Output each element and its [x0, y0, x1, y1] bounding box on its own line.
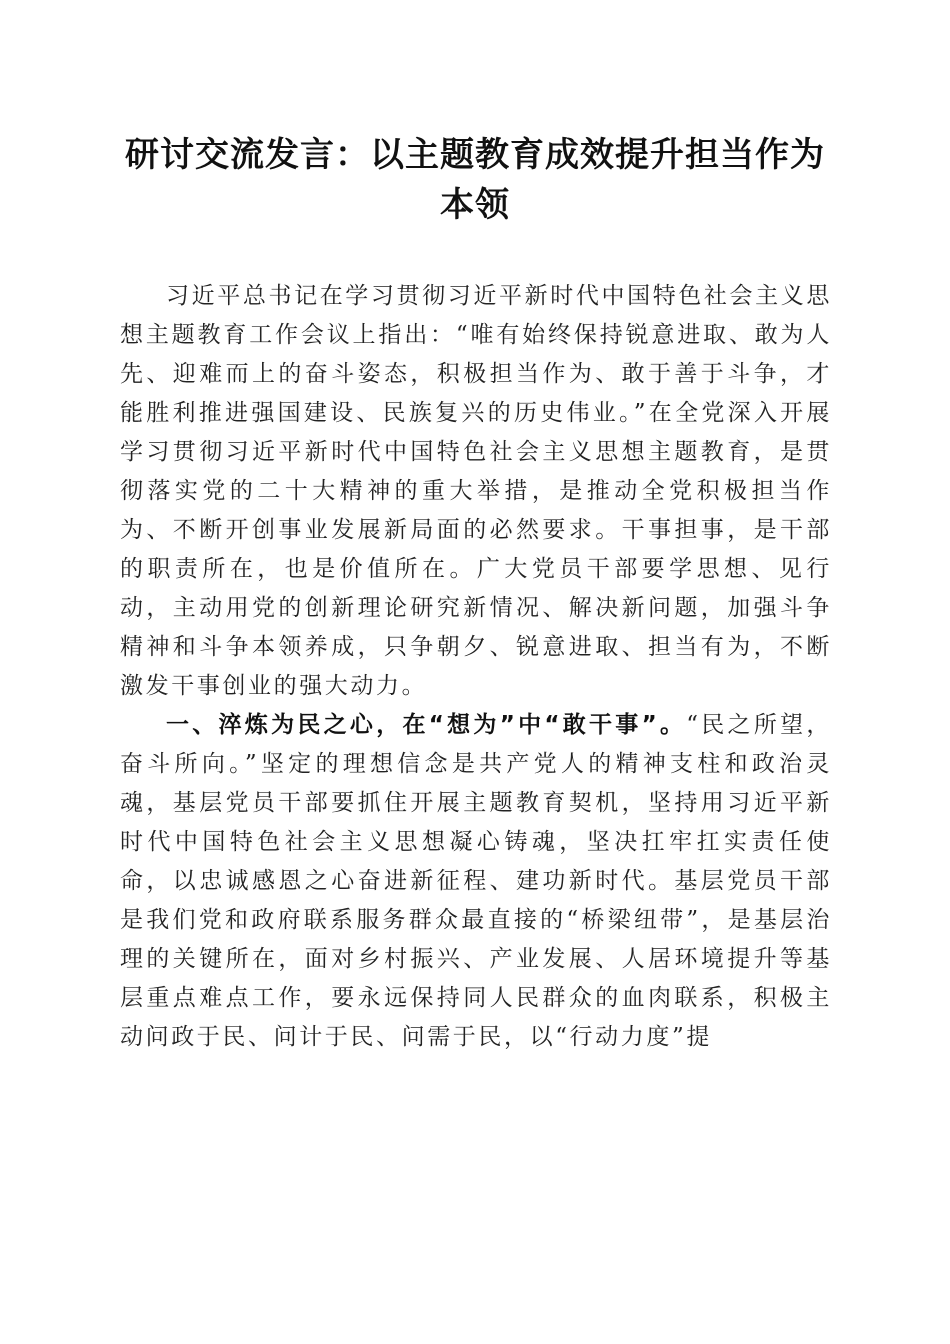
- paragraph-intro: [120, 277, 832, 706]
- document-title: 研讨交流发言：以主题教育成效提升担当作为本领: [125, 135, 825, 225]
- paragraph-intro-text: 习近平总书记在学习贯彻习近平新时代中国特色社会主义思想主题教育工作会议上指出：“唯有始终保持锐意进取、敢为人先、迎难而上的奋斗姿态，积极担当作为、敢于善于斗争，才能胜利推进强国建设、民族复兴的历史伟业。”在全党深入开展学习贯彻习近平新时代中国特色社会主义思想主题教育，是贯彻落实党的二十大精神的重大举措，是推动全党积极担当作为、不断开创事业发展新局面的必然要求。干事担事，是干部的职责所在，也是价值所在。广大党员干部要学思想、见行动，主动用党的创新理论研究新情况、解决新问题，加强斗争精神和斗争本领养成，只争朝夕、锐意进取、担当有为，不断激发干事创业的强大动力。: [120, 283, 832, 699]
- section-one-heading: 一、淬炼为民之心，在“想为”中“敢干事”。: [166, 712, 687, 738]
- document-body: [120, 277, 832, 1057]
- paragraph-section-one: [120, 706, 832, 1057]
- section-one-text: “民之所望，奋斗所向。”坚定的理想信念是共产党人的精神支柱和政治灵魂，基层党员干部要抓住开展主题教育契机，坚持用习近平新时代中国特色社会主义思想凝心铸魂，坚决扛牢扛实责任使命，以忠诚感恩之心奋进新征程、建功新时代。基层党员干部是我们党和政府联系服务群众最直接的“桥梁纽带”，是基层治理的关键所在，面对乡村振兴、产业发展、人居环境提升等基层重点难点工作，要永远保持同人民群众的血肉联系，积极主动问政于民、问计于民、问需于民，以“行动力度”提: [120, 712, 832, 1050]
